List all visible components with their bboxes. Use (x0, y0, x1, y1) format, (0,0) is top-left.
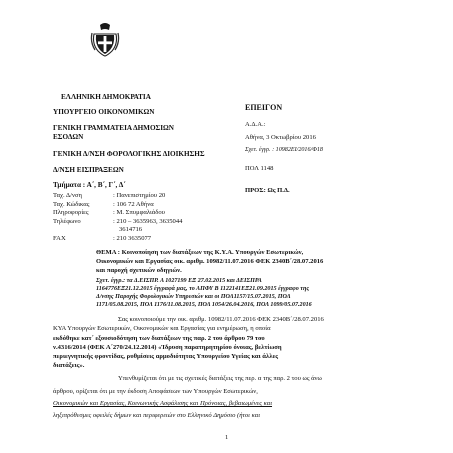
body-line-5: περιεγνητικής φροντίδας, ρυθμίσεις αρμοδιότητας Υπουργείου Υγείας και άλλες (53, 353, 279, 360)
related-line-3: Δ/νσης Παροχής Φορολογικών Υπηρεσιών και οι ΠΟΛ1157/15.07.2015, ΠΟΛ (96, 294, 291, 300)
contact-label: Ταχ. Δ/νση (53, 192, 82, 199)
body-line-9: Οικονομικών και Εργασίας, Κοινωνικής Ασφάλισης και Πρόνοιας, βεβαιωμένες και (53, 400, 273, 407)
contact-value: : 106 72 Αθήνα (113, 200, 154, 208)
body-line-8: άρθρου, ορίζεται ότι με την έκδοση Αποφάσεων των Υπουργών Εσωτερικών, (53, 388, 258, 395)
body-line-6: διατάξεις». (53, 362, 85, 369)
contact-label: FAX (53, 234, 66, 242)
document-date: Αθήνα, 3 Οκτωβρίου 2016 (245, 134, 316, 141)
contact-value: : 210 – 3635963, 3635044 (113, 217, 183, 225)
body-line-4: ν.4316/2014 (ΦΕΚ Α΄270/24.12.2014) «Ίδρυση παρατηρητηρίου όνοιας, βελτίωση (53, 344, 282, 351)
ada-label: Α.Δ.Α.: (245, 121, 266, 128)
ministry-name: ΥΠΟΥΡΓΕΙΟ ΟΙΚΟΝΟΜΙΚΩΝ (53, 108, 155, 116)
contact-value: : Πανεπιστημίου 20 (113, 192, 166, 199)
secretariat-line-1: ΓΕΝΙΚΗ ΓΡΑΜΜΑΤΕΙΑ ΔΗΜΟΣΙΩΝ (53, 124, 174, 132)
contact-value: : 210 3635077 (113, 234, 152, 242)
body-line-1: Σας κοινοποιούμε την οικ. αριθμ. 10982/11.07.2016 ΦΕΚ 2340Β΄/28.07.2016 (118, 316, 324, 323)
subject-line-1: ΘΕΜΑ : Κοινοποίηση των διατάξεων της Κ.Υ.Α. Υπουργών Εσωτερικών, (96, 249, 304, 256)
contact-label: Ταχ. Κώδικας (53, 200, 90, 208)
body-line-7: Υπενθυμίζεται ότι με τις σχετικές διατάξεις της περ. α της παρ. 2 του ως άνω (118, 375, 322, 382)
subject-line-2: Οικονομικών και Εργασίας οικ. αριθμ. 10982/11.07.2016 ΦΕΚ 2340Β΄/28.07.2016 (96, 258, 324, 265)
body-line-10: ληξιπρόθεσμες οφειλές δήμων και περιφερειών στο Ελληνικό Δημόσιο (ήτοι και (53, 412, 261, 419)
body-line-2: ΚΥΑ Υπουργών Εσωτερικών, Οικονομικών και Εργασίας για ενημέρωση, η οποία (53, 325, 271, 332)
urgent-label: ΕΠΕΙΓΟΝ (245, 103, 283, 112)
directorate-name: ΓΕΝΙΚΗ Δ/ΝΣΗ ΦΟΡΟΛΟΓΙΚΗΣ ΔΙΟΙΚΗΣΗΣ (53, 150, 205, 158)
page-number: 1 (225, 434, 229, 441)
secretariat-line-2: ΕΣΟΔΩΝ (53, 133, 84, 141)
related-line-1: Σχετ. έγγρ.: τα Δ.ΕΙΣΠΡ. Α 1027199 ΕΞ 27.02.2015 και ΔΕΙΣΠΡΑ (96, 278, 262, 284)
contact-label: Πληροφορίες (53, 209, 89, 216)
contact-label: Τηλέφωνο (53, 217, 81, 225)
related-line-4: 1171/05.08.2015, ΠΟΛ 1176/11.08.2015, ΠΟΛ 1054/26.04.2016, ΠΟΛ 1099/05.07.2016 (96, 302, 312, 308)
departments: Τμήματα : Α΄, Β΄, Γ΄, Δ΄ (53, 181, 126, 189)
related-document-ref: Σχετ. έγγρ. : 10982ΕΙ/2016/Φ18 (245, 147, 323, 153)
subject-line-3: και παροχή σχετικών οδηγιών. (96, 267, 182, 274)
greek-coat-of-arms-icon (90, 20, 120, 58)
contact-value: : Μ. Σπυμφαλιάδου (113, 209, 165, 216)
body-line-3: εκδόθηκε κατ΄ εξουσιοδότηση των διατάξεων της παρ. 2 του άρθρου 79 του (53, 335, 265, 342)
pol-number: ΠΟΛ 1148 (245, 165, 274, 172)
contact-value: 3614716 (119, 226, 143, 233)
recipients: ΠΡΟΣ: Ως Π.Δ. (245, 187, 290, 194)
related-line-2: 1164776ΕΞ21.12.2015 έγγραφά μας, το ΑΠΦΥ Β 1122141ΕΞ21.09.2015 έγγραφο της (96, 286, 310, 292)
sub-directorate-name: Δ/ΝΣΗ ΕΙΣΠΡΑΞΕΩΝ (53, 166, 124, 174)
country-name: ΕΛΛΗΝΙΚΗ ΔΗΜΟΚΡΑΤΙΑ (61, 93, 151, 101)
